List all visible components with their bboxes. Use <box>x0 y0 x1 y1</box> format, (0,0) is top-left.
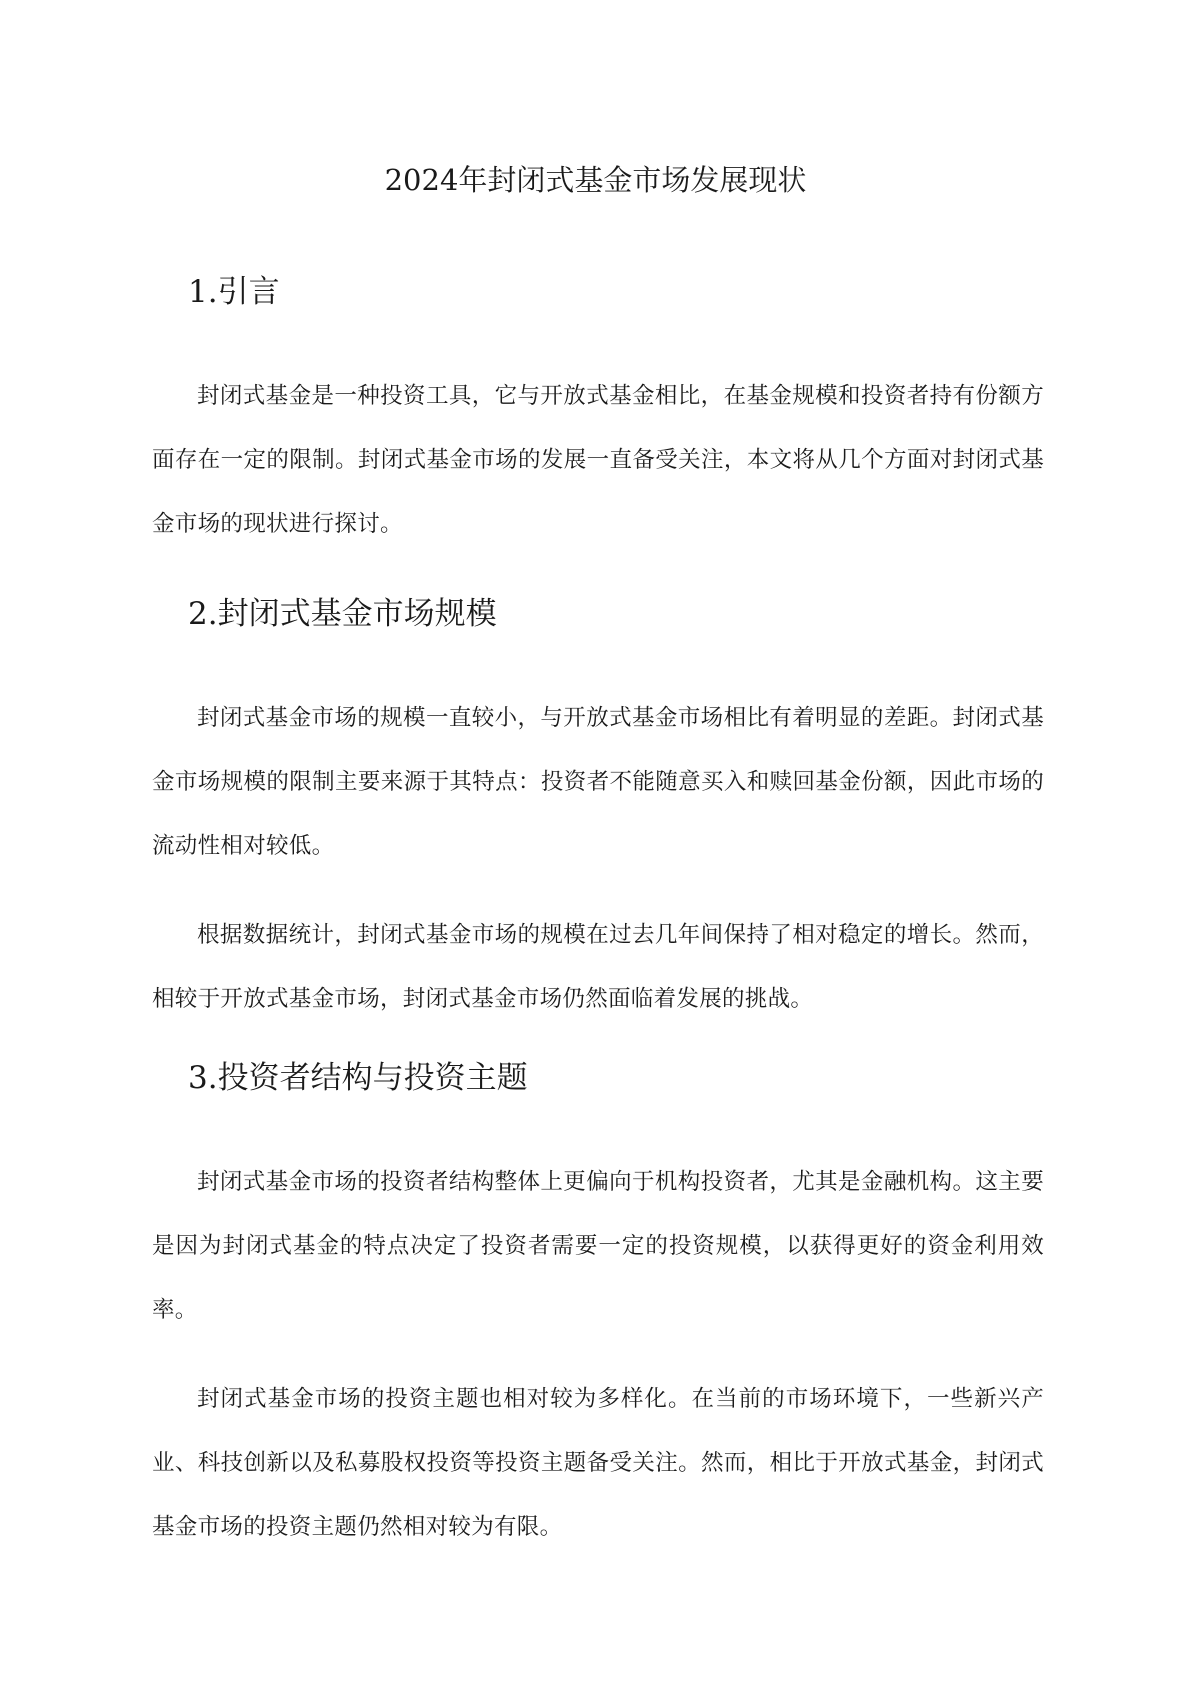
paragraph: 封闭式基金市场的投资者结构整体上更偏向于机构投资者，尤其是金融机构。这主要是因为封闭式基金的特点决定了投资者需要一定的投资规模，以获得更好的资金利用效率。 <box>152 1169 1044 1323</box>
document-title: 2024年封闭式基金市场发展现状 <box>384 163 807 197</box>
paragraph: 封闭式基金市场的投资主题也相对较为多样化。在当前的市场环境下，一些新兴产业、科技创新以及私募股权投资等投资主题备受关注。然而，相比于开放式基金，封闭式基金市场的投资主题仍然相对较为有限。 <box>152 1386 1044 1540</box>
section-heading-introduction: 1.引言 <box>188 274 280 310</box>
paragraph: 封闭式基金市场的规模一直较小，与开放式基金市场相比有着明显的差距。封闭式基金市场规模的限制主要来源于其特点：投资者不能随意买入和赎回基金份额，因此市场的流动性相对较低。 <box>152 705 1044 859</box>
paragraph: 封闭式基金是一种投资工具，它与开放式基金相比，在基金规模和投资者持有份额方面存在一定的限制。封闭式基金市场的发展一直备受关注，本文将从几个方面对封闭式基金市场的现状进行探讨。 <box>152 383 1044 537</box>
section-heading-market-size: 2.封闭式基金市场规模 <box>188 596 497 632</box>
section-heading-investor-structure: 3.投资者结构与投资主题 <box>188 1060 528 1096</box>
paragraph: 根据数据统计，封闭式基金市场的规模在过去几年间保持了相对稳定的增长。然而，相较于开放式基金市场，封闭式基金市场仍然面临着发展的挑战。 <box>152 922 1044 1012</box>
